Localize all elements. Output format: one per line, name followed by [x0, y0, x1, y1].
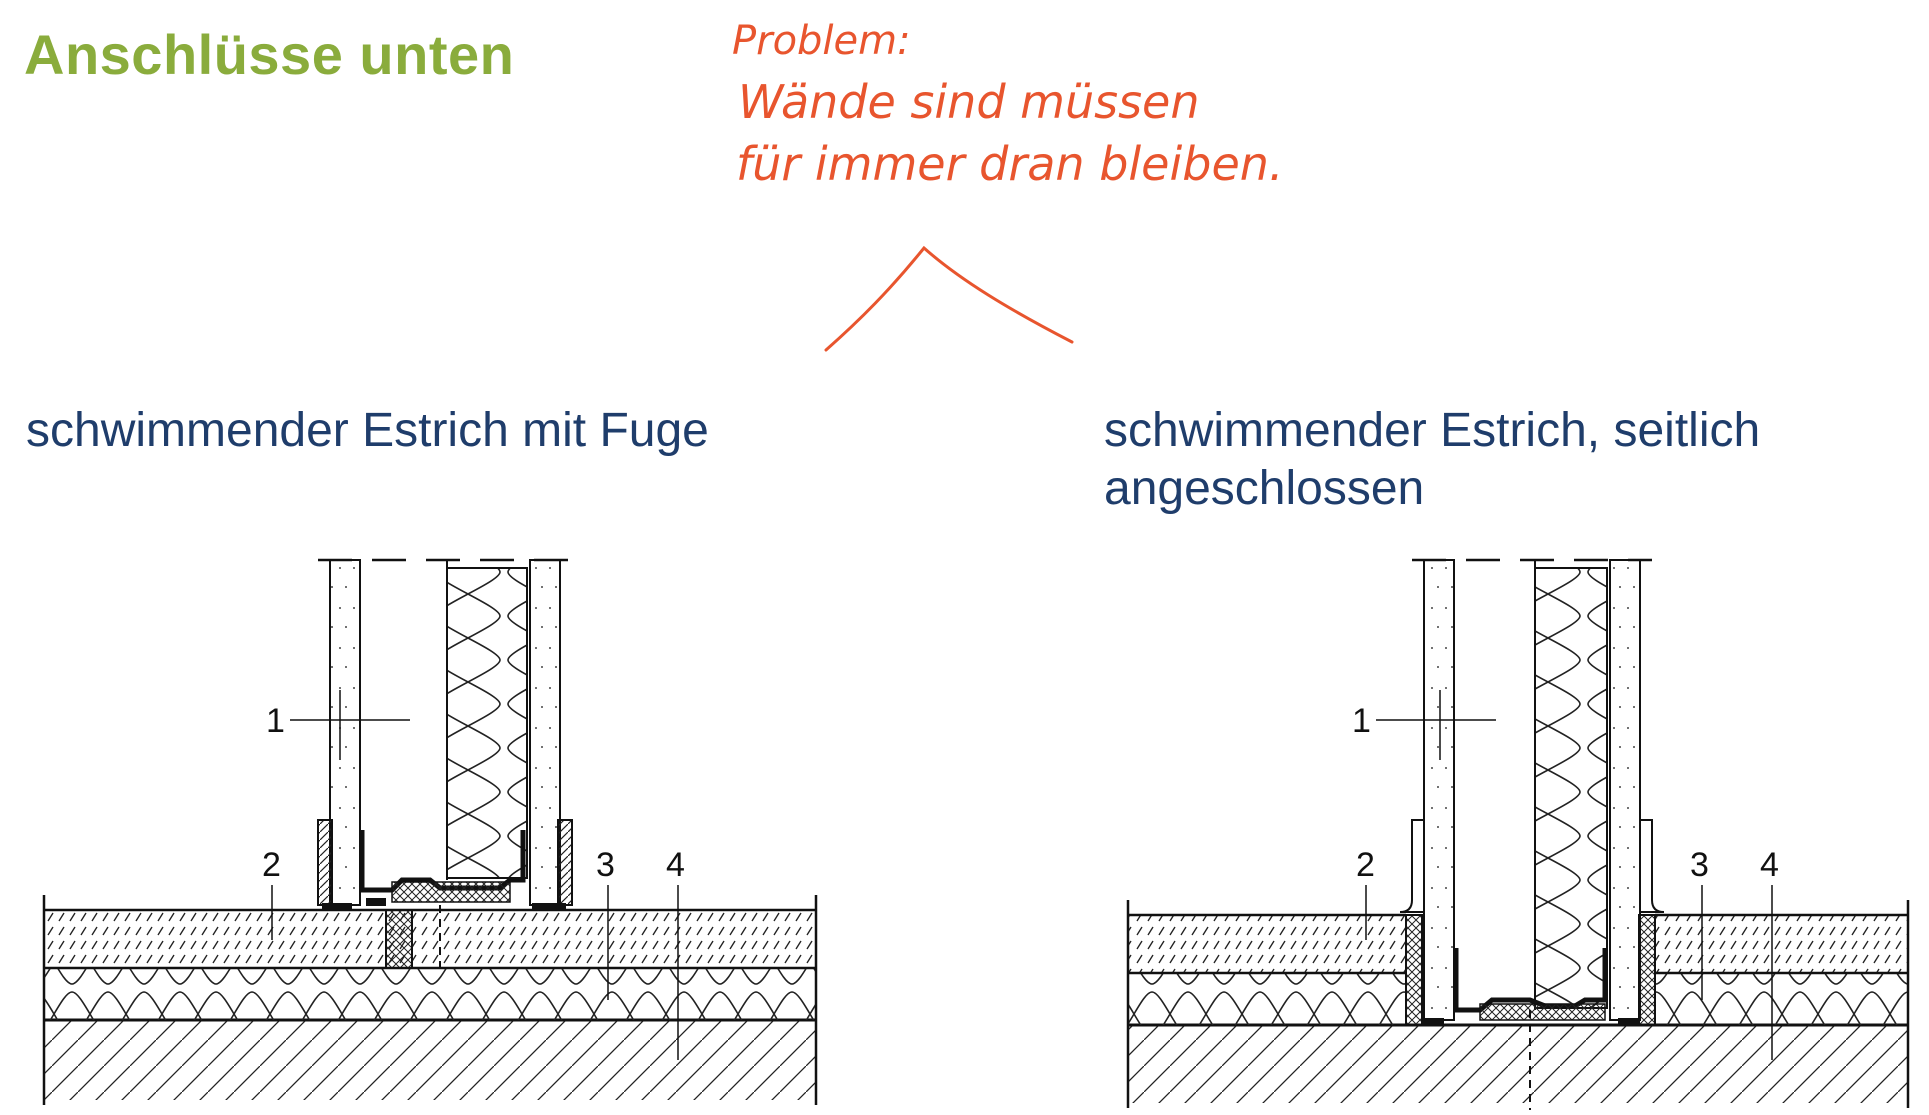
wall-insulation-right: [1535, 568, 1607, 1008]
label-1-right: 1: [1352, 702, 1371, 740]
handwritten-caret: [826, 248, 1072, 350]
screed-right-b: [1655, 915, 1908, 973]
expansion-joint-left: [386, 910, 412, 968]
insulation-right-a: [1128, 973, 1406, 1025]
caption-left: schwimmender Estrich mit Fuge: [26, 404, 709, 457]
label-1-left: 1: [266, 702, 285, 740]
label-3-left: 3: [596, 846, 615, 884]
gypsum-board-left-r: [1424, 560, 1454, 1020]
detail-floating-screed-with-joint: [44, 560, 816, 1105]
gypsum-board-left: [330, 560, 360, 905]
handwritten-note: [732, 18, 1284, 350]
impact-insulation-left: [44, 968, 816, 1020]
gypsum-board-right: [530, 560, 560, 905]
screed-left: [44, 910, 816, 968]
caption-right: schwimmender Estrich, seitlich angeschlossen: [1104, 404, 1761, 515]
note-line-1: Problem:: [732, 18, 911, 64]
screed-right-a: [1128, 915, 1406, 973]
page-title: Anschlüsse unten: [24, 23, 515, 86]
label-4-right: 4: [1760, 846, 1779, 884]
note-line-2: Wände sind müssen: [738, 75, 1200, 129]
concrete-slab-right: [1128, 1025, 1908, 1103]
wall-insulation-left: [447, 568, 527, 878]
insulation-right-b: [1655, 973, 1908, 1025]
detail-floating-screed-side-connected: [1128, 560, 1908, 1110]
concrete-slab-left: [44, 1020, 816, 1100]
label-4-left: 4: [666, 846, 685, 884]
gypsum-board-right-r: [1610, 560, 1640, 1020]
label-2-left: 2: [262, 846, 281, 884]
label-3-right: 3: [1690, 846, 1709, 884]
note-line-3: für immer dran bleiben.: [736, 137, 1284, 191]
label-2-right: 2: [1356, 846, 1375, 884]
